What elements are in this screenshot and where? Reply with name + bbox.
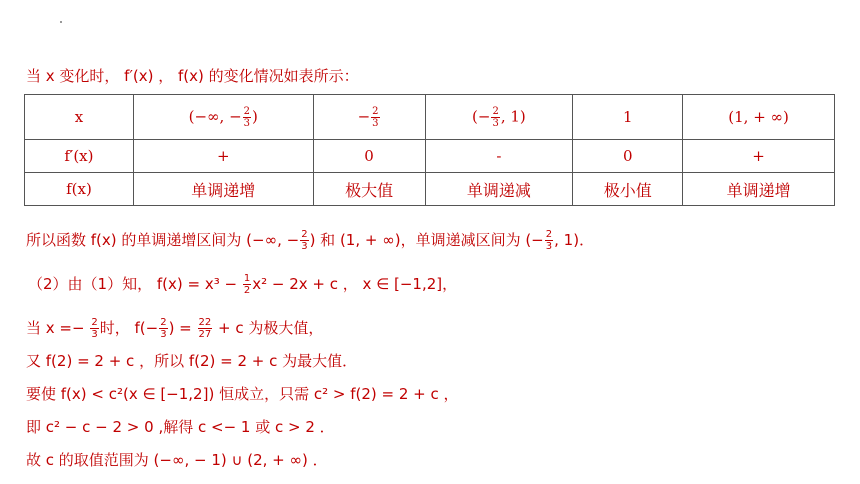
text: ) =: [168, 319, 197, 337]
fraction: [545, 229, 553, 252]
numerator: 2: [91, 317, 98, 328]
text: 时， f(−: [99, 319, 159, 337]
cell-f-3: 单调递减: [425, 173, 573, 206]
fraction: [159, 317, 167, 340]
denominator: 3: [160, 329, 167, 340]
condition-line: 要使 f(x) < c²(x ∈ [−1,2]) 恒成立，只需 c² > f(2) = 2 + c ，: [26, 385, 459, 403]
table-row-x: [25, 95, 835, 140]
denominator: 3: [91, 329, 98, 340]
variation-table: [24, 94, 835, 206]
cell-x-point-2: 1: [573, 95, 683, 140]
cell-fp-2: 0: [313, 140, 425, 173]
denominator: 3: [301, 241, 308, 252]
numerator: 2: [243, 105, 251, 117]
conclusion-line: [26, 229, 594, 252]
text: （2）由（1）知， f(x) = x³ −: [28, 275, 242, 293]
fraction: [243, 273, 251, 296]
fraction: [371, 106, 379, 129]
cell-text: (−∞, −: [188, 107, 242, 125]
text: ) 和 (1, + ∞)，单调递减区间为 (−: [309, 231, 544, 249]
part2-line: [28, 273, 457, 296]
numerator: 2: [301, 229, 308, 240]
range-line: 故 c 的取值范围为 (−∞, − 1) ∪ (2, + ∞) ．: [26, 451, 328, 469]
cell-x-label: x: [25, 95, 134, 140]
solve-line: 即 c² − c − 2 > 0 ,解得 c <− 1 或 c > 2 ．: [26, 418, 335, 436]
denominator: 3: [243, 117, 251, 129]
table-row-derivative: [25, 140, 835, 173]
numerator: 2: [492, 105, 499, 117]
denominator: 3: [545, 241, 553, 252]
text: x² − 2x + c ， x ∈ [−1,2]，: [252, 275, 458, 293]
cell-f-1: 单调递增: [133, 173, 313, 206]
fraction: [300, 229, 308, 252]
cell-text: (−: [472, 107, 491, 125]
cell-fp-5: +: [683, 140, 835, 173]
numerator: 2: [372, 105, 379, 117]
fraction: [198, 317, 213, 340]
max-value-line: [26, 317, 323, 340]
denominator: 3: [492, 117, 499, 129]
cell-x-interval-1: [133, 95, 313, 140]
cell-f-5: 单调递增: [683, 173, 835, 206]
text: 当 x =−: [26, 319, 90, 337]
cell-text: −: [357, 107, 371, 125]
cell-f-label: f(x): [25, 173, 134, 206]
denominator: 2: [243, 285, 251, 296]
numerator: 2: [160, 317, 167, 328]
cell-x-interval-2: [425, 95, 573, 140]
cell-fp-3: -: [425, 140, 573, 173]
cell-x-point-1: [313, 95, 425, 140]
denominator: 27: [198, 329, 212, 340]
cell-text: ): [252, 107, 258, 125]
cell-fp-4: 0: [573, 140, 683, 173]
cell-text: , 1): [500, 107, 526, 125]
text: 所以函数 f(x) 的单调递增区间为 (−∞, −: [26, 231, 300, 249]
table-row-function: [25, 173, 835, 206]
decorative-dot: [60, 21, 62, 23]
cell-fp-1: +: [133, 140, 313, 173]
denominator: 3: [372, 117, 379, 129]
cell-x-interval-3: (1, + ∞): [683, 95, 835, 140]
cell-f-4: 极小值: [573, 173, 683, 206]
numerator: 1: [243, 273, 251, 284]
numerator: 22: [198, 317, 212, 328]
f2-line: 又 f(2) = 2 + c ，所以 f(2) = 2 + c 为最大值．: [26, 352, 358, 370]
intro-text: 当 x 变化时， f′(x) ， f(x) 的变化情况如表所示：: [26, 67, 359, 85]
cell-f-2: 极大值: [313, 173, 425, 206]
numerator: 2: [545, 229, 553, 240]
fraction: [491, 106, 499, 129]
cell-fp-label: f′(x): [25, 140, 134, 173]
fraction: [90, 317, 98, 340]
text: , 1)．: [554, 231, 595, 249]
fraction: [243, 106, 251, 129]
text: + c 为极大值，: [213, 319, 324, 337]
